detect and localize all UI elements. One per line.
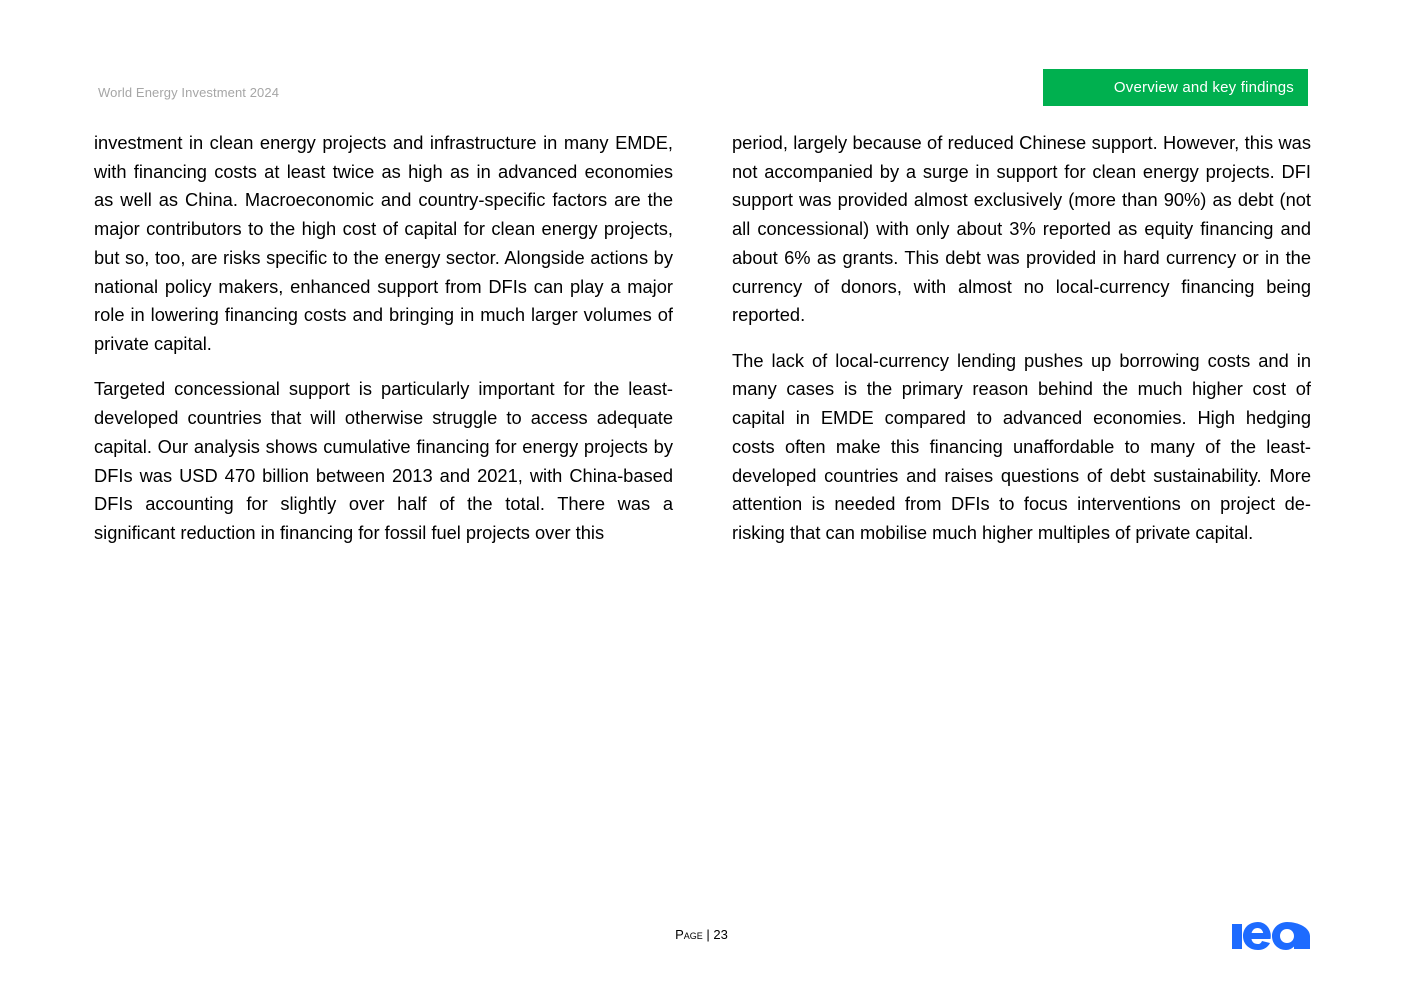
section-tab-label: Overview and key findings	[1113, 79, 1294, 96]
paragraph: investment in clean energy projects and infrastructure in many EMDE, with financing costs at least twice as high as in advanced economies as well as China. Macroeconomic and country-specific factors are the major contributors to the high cost of capital for clean energy projects, but so, too, are risks specific to the energy sector. Alongside actions by national policy makers, enhanced support from DFIs can play a major role in lowering financing costs and bringing in much larger volumes of private capital.	[94, 132, 673, 354]
logo-letter-i	[1232, 924, 1242, 949]
logo-letter-e	[1243, 922, 1271, 950]
paragraph: The lack of local-currency lending pushes up borrowing costs and in many cases is the primary reason behind the much higher cost of capital in EMDE compared to advanced economies. High hedging costs often make this financing unaffordable to many of the least-developed countries and raises questions of debt sustainability. More attention is needed from DFIs to focus interventions on project de-risking that can mobilise much higher multiples of private capital.	[732, 349, 1311, 543]
page-number: 23	[713, 927, 728, 942]
left-column	[94, 129, 673, 564]
page-separator: |	[702, 927, 714, 942]
paragraph: Targeted concessional support is particularly important for the least-developed countries that will otherwise struggle to access adequate capital. Our analysis shows cumulative financing for energy projects by DFIs was USD 470 billion between 2013 and 2021, with China-based DFIs accounting for slightly over half of the total. There was a significant reduction in financing for fossil fuel projects over this	[94, 378, 673, 543]
iea-logo	[1232, 913, 1310, 951]
page-footer	[0, 927, 1403, 942]
right-column	[732, 129, 1311, 564]
paragraph: period, largely because of reduced Chinese support. However, this was not accompanied by a surge in support for clean energy projects. DFI support was provided almost exclusively (more than 90%) as debt (not all concessional) with only about 3% reported as equity financing and about 6% as grants. This debt was provided in hard currency or in the currency of donors, with almost no local-currency financing being reported.	[732, 132, 1311, 326]
page-label: Page	[675, 927, 703, 942]
report-title: World Energy Investment 2024	[98, 85, 280, 100]
logo-letter-a	[1272, 922, 1310, 950]
section-tab	[1043, 69, 1308, 106]
